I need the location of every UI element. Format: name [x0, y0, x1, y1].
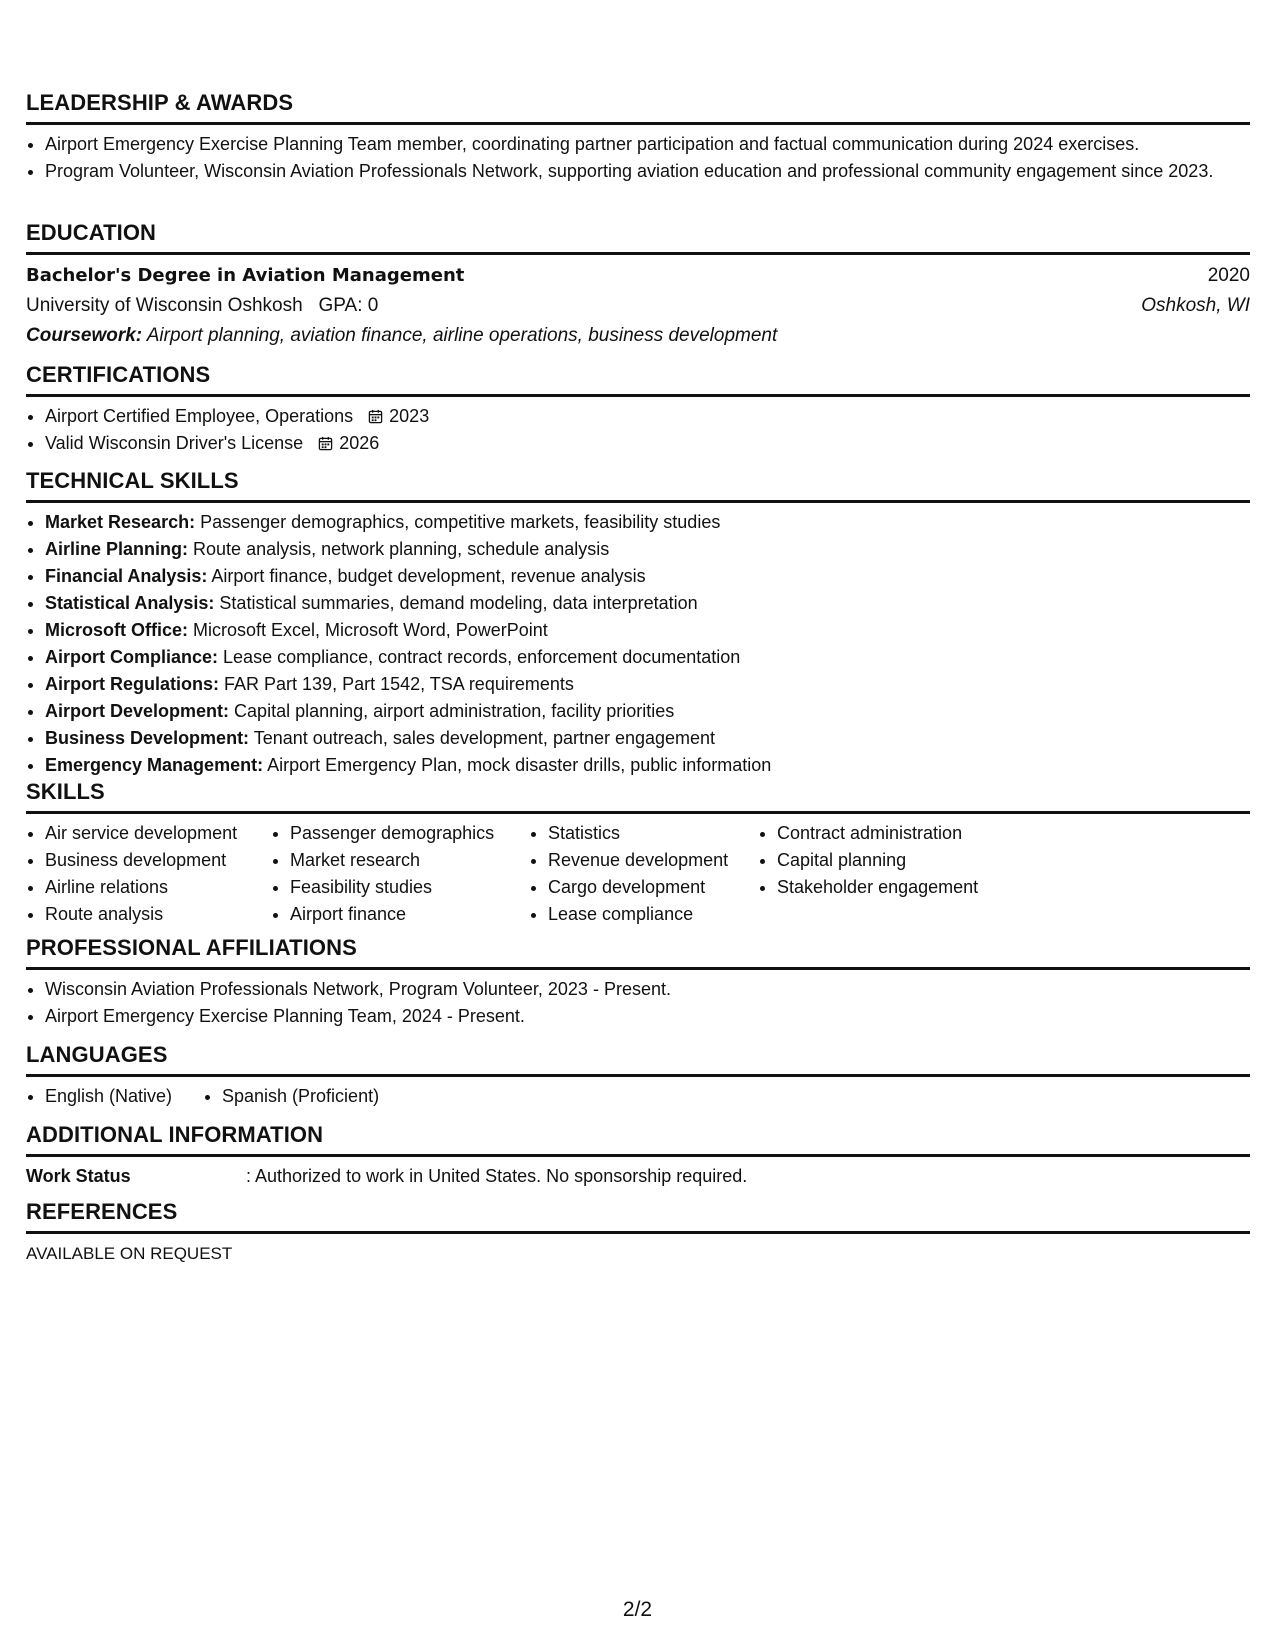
certification-name: Airport Certified Employee, Operations: [45, 406, 354, 426]
section-title: LANGUAGES: [26, 1042, 1250, 1077]
graduation-year: 2020: [1207, 265, 1250, 286]
skill-label: Airport Regulations:: [45, 674, 219, 694]
certification-year: 2023: [389, 406, 430, 426]
list-item: [45, 509, 1250, 536]
additional-info-section: [26, 1122, 1250, 1190]
list-item: [45, 617, 1250, 644]
list-item: • Air service development: [45, 820, 271, 847]
section-title: REFERENCES: [26, 1199, 1250, 1234]
list-item: [45, 563, 1250, 590]
skill-text: Statistical summaries, demand modeling, data interpretation: [219, 593, 698, 613]
certifications-list: [26, 403, 1250, 457]
calendar-icon: [368, 409, 383, 424]
certification-year: 2026: [339, 433, 380, 453]
calendar-icon: [318, 436, 333, 451]
list-item: [45, 403, 1250, 430]
skill-text: Route analysis, network planning, schedule analysis: [193, 539, 610, 559]
coursework-row: [26, 321, 1250, 351]
technical-skills-section: [26, 468, 1250, 779]
list-item: • Business development: [45, 847, 271, 874]
section-title: TECHNICAL SKILLS: [26, 468, 1250, 503]
section-title: EDUCATION: [26, 220, 1250, 255]
work-status-row: [26, 1163, 1250, 1190]
certifications-section: [26, 362, 1250, 457]
skill-text: Microsoft Excel, Microsoft Word, PowerPoint: [193, 620, 548, 640]
affiliations-section: [26, 935, 1250, 1030]
list-item: [45, 644, 1250, 671]
coursework-label: Coursework:: [26, 325, 143, 346]
skill-text: Lease compliance, contract records, enforcement documentation: [223, 647, 741, 667]
page-number: 2/2: [622, 1598, 653, 1621]
skill-label: Airport Compliance:: [45, 647, 219, 667]
gpa: GPA: 0: [318, 295, 379, 316]
list-item: • Route analysis: [45, 901, 271, 928]
coursework-text: Airport planning, aviation finance, airline operations, business development: [146, 325, 778, 346]
list-item: [45, 536, 1250, 563]
list-item: [45, 752, 1250, 779]
education-section: [26, 220, 1250, 351]
languages-section: [26, 1042, 1250, 1110]
school-name: University of Wisconsin Oshkosh: [26, 295, 303, 316]
affiliations-list: [26, 976, 1250, 1030]
section-title: SKILLS: [26, 779, 1250, 814]
list-item: • Airport Emergency Exercise Planning Team, 2024 - Present.: [45, 1003, 1250, 1030]
certification-name: Valid Wisconsin Driver's License: [45, 433, 304, 453]
skill-label: Airline Planning:: [45, 539, 189, 559]
list-item: • Spanish (Proficient): [222, 1083, 462, 1110]
list-item: • Statistics: [548, 820, 758, 847]
work-status-label: Work Status: [26, 1166, 131, 1186]
skill-text: Airport Emergency Plan, mock disaster drills, public information: [267, 755, 772, 775]
skill-label: Business Development:: [45, 728, 250, 748]
list-item: • Market research: [290, 847, 529, 874]
list-item: • Capital planning: [777, 847, 1037, 874]
skill-label: Financial Analysis:: [45, 566, 208, 586]
list-item: • Airport finance: [290, 901, 529, 928]
language-column: [203, 1083, 462, 1110]
skill-text: Capital planning, airport administration, facility priorities: [234, 701, 675, 721]
section-title: PROFESSIONAL AFFILIATIONS: [26, 935, 1250, 970]
leadership-list: [26, 131, 1250, 185]
list-item: • Wisconsin Aviation Professionals Network, Program Volunteer, 2023 - Present.: [45, 976, 1250, 1003]
skill-text: Airport finance, budget development, revenue analysis: [211, 566, 646, 586]
skills-column: [26, 820, 271, 928]
list-item: • English (Native): [45, 1083, 203, 1110]
skills-columns: [26, 820, 1250, 928]
references-section: [26, 1199, 1250, 1267]
skills-column: [271, 820, 529, 928]
languages-list: [26, 1083, 1250, 1110]
list-item: • Airline relations: [45, 874, 271, 901]
list-item: [45, 698, 1250, 725]
list-item: • Revenue development: [548, 847, 758, 874]
skill-label: Emergency Management:: [45, 755, 264, 775]
degree-name: Bachelor's Degree in Aviation Management: [26, 265, 465, 286]
references-text: AVAILABLE ON REQUEST: [26, 1244, 233, 1263]
list-item: • Cargo development: [548, 874, 758, 901]
skill-text: FAR Part 139, Part 1542, TSA requirements: [224, 674, 574, 694]
skill-text: Tenant outreach, sales development, partner engagement: [253, 728, 716, 748]
list-item: [45, 725, 1250, 752]
list-item: • Airport Emergency Exercise Planning Team member, coordinating partner participation and factual communication during 2024 exercises.: [45, 131, 1250, 158]
school-location: Oshkosh, WI: [1141, 295, 1250, 316]
skills-column: [529, 820, 758, 928]
skill-label: Market Research:: [45, 512, 196, 532]
section-title: LEADERSHIP & AWARDS: [26, 90, 1250, 125]
skills-section: [26, 779, 1250, 928]
skill-label: Statistical Analysis:: [45, 593, 215, 613]
skills-column: [758, 820, 1037, 928]
skill-label: Airport Development:: [45, 701, 230, 721]
list-item: [45, 671, 1250, 698]
list-item: • Contract administration: [777, 820, 1037, 847]
list-item: • Lease compliance: [548, 901, 758, 928]
work-status-value: : Authorized to work in United States. No sponsorship required.: [246, 1166, 748, 1186]
skill-label: Microsoft Office:: [45, 620, 189, 640]
list-item: [45, 590, 1250, 617]
skill-text: Passenger demographics, competitive markets, feasibility studies: [200, 512, 721, 532]
school-row: [26, 291, 1250, 321]
technical-skills-list: [26, 509, 1250, 779]
list-item: • Feasibility studies: [290, 874, 529, 901]
section-title: ADDITIONAL INFORMATION: [26, 1122, 1250, 1157]
degree-row: [26, 261, 1250, 291]
list-item: [45, 430, 1250, 457]
leadership-section: [26, 90, 1250, 185]
list-item: • Passenger demographics: [290, 820, 529, 847]
language-column: [26, 1083, 203, 1110]
list-item: • Stakeholder engagement: [777, 874, 1037, 901]
list-item: • Program Volunteer, Wisconsin Aviation Professionals Network, supporting aviation education and professional community engagement since 2023.: [45, 158, 1250, 185]
section-title: CERTIFICATIONS: [26, 362, 1250, 397]
